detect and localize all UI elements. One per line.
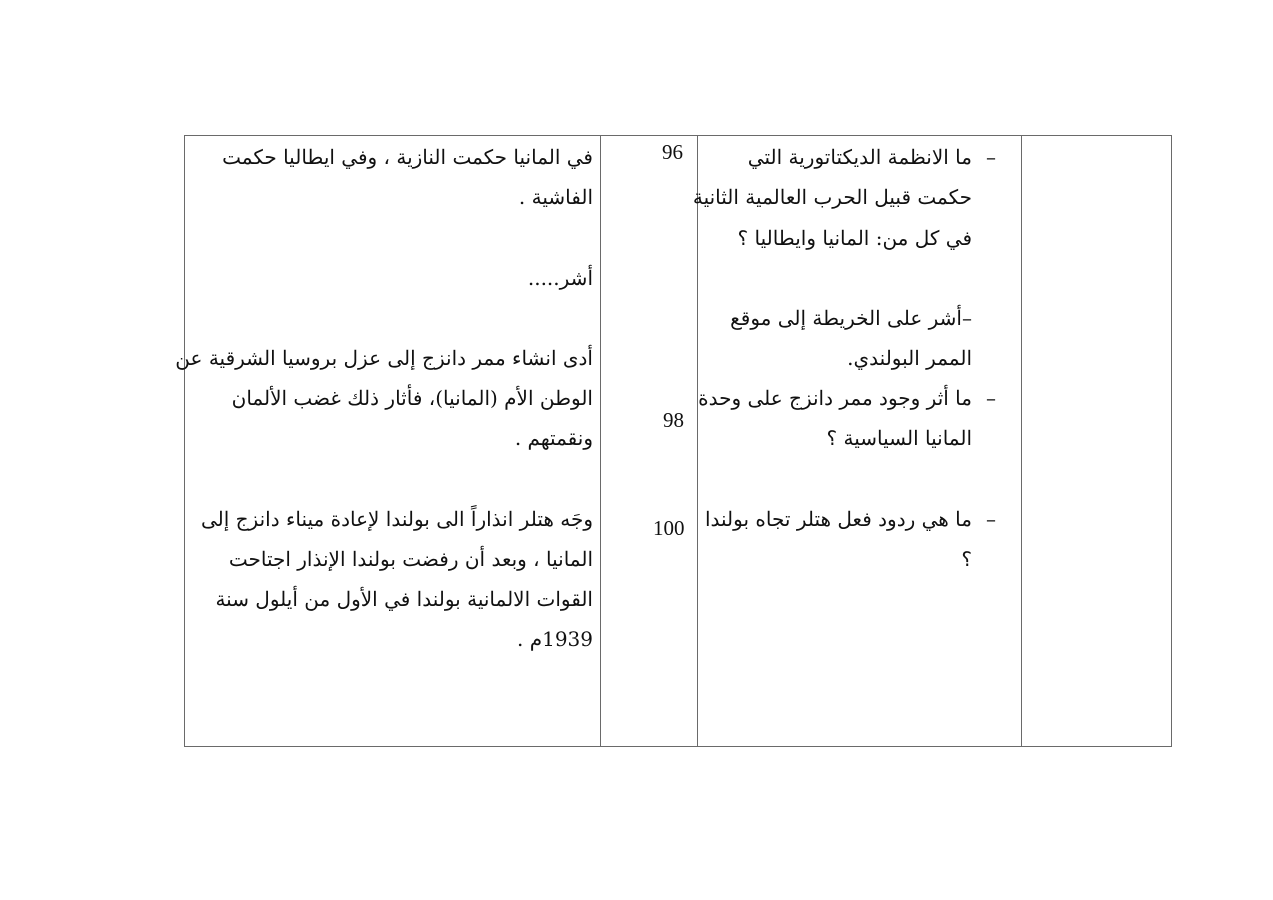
question-line: ما هي ردود فعل هتلر تجاه بولندا <box>704 507 972 531</box>
column-divider-page-question <box>697 136 698 746</box>
question-marker: – <box>986 386 996 410</box>
answer-line: وجَه هتلر انذاراً الى بولندا لإعادة ميناء دانزج إلى <box>200 507 593 531</box>
question-line: الممر البولندي. <box>847 346 972 370</box>
page-number: 98 <box>663 408 684 432</box>
page-number: 100 <box>653 516 685 540</box>
page-number: 96 <box>662 140 683 164</box>
column-divider-question-blank <box>1021 136 1022 746</box>
answer-line: الفاشية . <box>518 185 593 209</box>
answer-line: ونقمتهم . <box>514 426 593 450</box>
question-line: ما أثر وجود ممر دانزج على وحدة <box>698 386 972 410</box>
answer-line: المانيا ، وبعد أن رفضت بولندا الإنذار اجتاحت <box>228 547 593 571</box>
question-line: –أشر على الخريطة إلى موقع <box>730 306 972 330</box>
question-line: حكمت قبيل الحرب العالمية الثانية <box>692 185 972 209</box>
answer-line: أشر..... <box>527 266 593 290</box>
question-line: في كل من: المانيا وايطاليا ؟ <box>737 226 972 250</box>
question-line: ما الانظمة الديكتاتورية التي <box>747 145 972 169</box>
lesson-table <box>184 135 1172 747</box>
column-divider-answer-page <box>600 136 601 746</box>
question-line: ؟ <box>961 547 972 571</box>
answer-line: القوات الالمانية بولندا في الأول من أيلول سنة <box>215 587 593 611</box>
question-marker: – <box>986 145 996 169</box>
answer-line: 1939م . <box>516 627 593 651</box>
question-marker: – <box>986 507 996 531</box>
answer-line: أدى انشاء ممر دانزج إلى عزل بروسيا الشرقية عن <box>175 346 593 370</box>
answer-line: الوطن الأم (المانيا)، فأثار ذلك غضب الألمان <box>231 386 593 410</box>
answer-line: في المانيا حكمت النازية ، وفي ايطاليا حكمت <box>222 145 593 169</box>
question-line: المانيا السياسية ؟ <box>826 426 972 450</box>
